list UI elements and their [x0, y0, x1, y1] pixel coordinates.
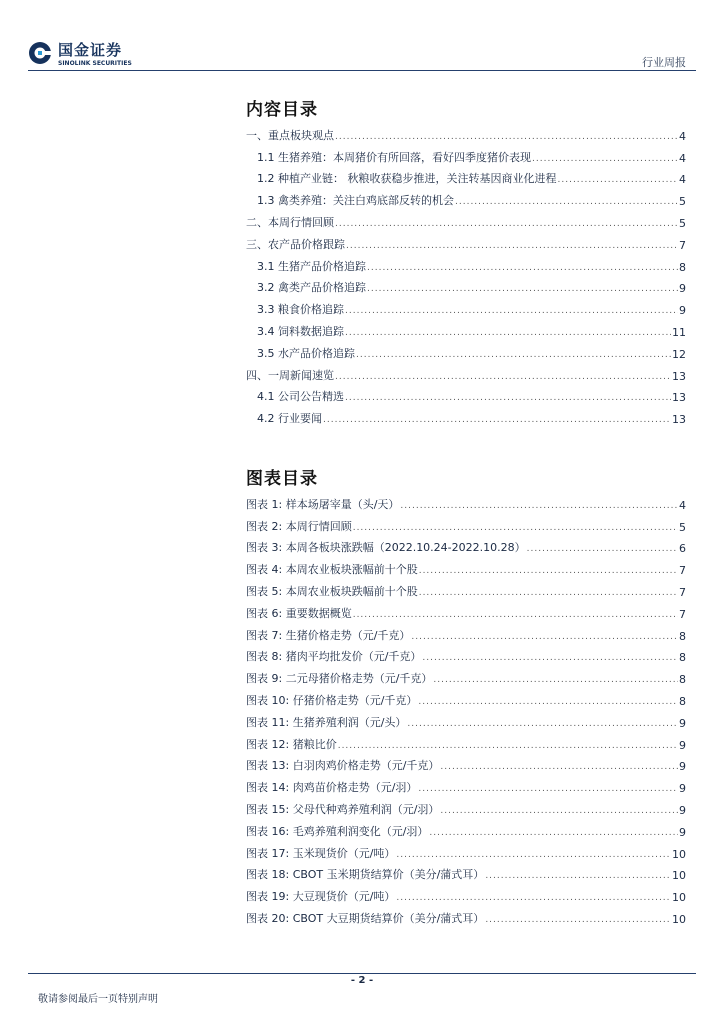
dot-leader	[396, 892, 671, 904]
dot-leader	[323, 414, 671, 426]
figure-entry-text: 图表 6: 重要数据概览	[246, 606, 352, 620]
figure-entry-page: 10	[672, 847, 686, 861]
figure-entry-page: 7	[679, 585, 686, 599]
dot-leader	[407, 718, 678, 730]
contents-entry-page: 13	[672, 413, 686, 427]
dot-leader	[418, 696, 678, 708]
figure-entry-text: 图表 8: 猪肉平均批发价（元/千克）	[246, 650, 422, 664]
figure-entry-page: 9	[679, 825, 686, 839]
contents-entry[interactable]	[246, 186, 686, 208]
dot-leader	[532, 153, 678, 165]
figure-entry-page: 5	[679, 520, 686, 534]
contents-entry[interactable]	[246, 165, 686, 187]
dot-leader	[346, 240, 678, 252]
contents-entry-page: 4	[679, 129, 686, 143]
figure-entry-page: 9	[679, 760, 686, 774]
dot-leader	[335, 218, 678, 230]
dot-leader	[400, 500, 678, 512]
contents-entry-text: 1.2 种植产业链： 秋粮收获稳步推进，关注转基因商业化进程	[257, 172, 557, 186]
disclaimer-note: 敬请参阅最后一页特别声明	[38, 994, 158, 1005]
figure-entry-page: 8	[679, 651, 686, 665]
figure-entry-page: 9	[679, 738, 686, 752]
contents-entry[interactable]	[246, 274, 686, 296]
dot-leader	[440, 761, 678, 773]
contents-entry-page: 9	[679, 282, 686, 296]
contents-entry-page: 9	[679, 304, 686, 318]
figure-entry-text: 图表 16: 毛鸡养殖利润变化（元/羽）	[246, 824, 429, 838]
figure-entry-text: 图表 3: 本周各板块涨跌幅（2022.10.24-2022.10.28）	[246, 541, 526, 555]
figure-entry-page: 8	[679, 694, 686, 708]
contents-list	[246, 121, 686, 426]
figure-entry-page: 7	[679, 607, 686, 621]
figure-entry-page: 10	[672, 869, 686, 883]
figure-entry-page: 10	[672, 912, 686, 926]
figure-entry[interactable]	[246, 730, 686, 752]
dot-leader	[455, 196, 678, 208]
dot-leader	[440, 805, 678, 817]
contents-entry[interactable]	[246, 208, 686, 230]
contents-entry[interactable]	[246, 230, 686, 252]
figure-entry-text: 图表 11: 生猪养殖利润（元/头）	[246, 715, 407, 729]
figure-entry-text: 图表 9: 二元母猪价格走势（元/千克）	[246, 672, 433, 686]
dot-leader	[335, 371, 671, 383]
contents-entry-text: 3.4 饲料数据追踪	[257, 324, 344, 338]
company-logo	[28, 41, 138, 69]
dot-leader	[411, 631, 678, 643]
contents-entry-text: 一、重点板块观点	[246, 128, 334, 142]
figure-entry-page: 6	[679, 542, 686, 556]
contents-entry[interactable]	[246, 295, 686, 317]
figure-entry[interactable]	[246, 577, 686, 599]
figure-entry[interactable]	[246, 861, 686, 883]
figure-entry-text: 图表 12: 猪粮比价	[246, 737, 337, 751]
figure-entry-text: 图表 18: CBOT 玉米期货结算价（美分/蒲式耳）	[246, 868, 485, 882]
contents-entry-page: 5	[679, 216, 686, 230]
figure-entry[interactable]	[246, 882, 686, 904]
contents-entry-page: 4	[679, 151, 686, 165]
dot-leader	[367, 283, 678, 295]
figure-entry-text: 图表 4: 本周农业板块涨幅前十个股	[246, 563, 418, 577]
contents-entry[interactable]	[246, 317, 686, 339]
figures-title: 图表目录	[246, 469, 318, 489]
figure-entry[interactable]	[246, 643, 686, 665]
figure-entry-text: 图表 5: 本周农业板块跌幅前十个股	[246, 584, 418, 598]
figure-entry[interactable]	[246, 904, 686, 926]
dot-leader	[338, 740, 678, 752]
dot-leader	[353, 609, 678, 621]
figure-entry[interactable]	[246, 773, 686, 795]
dot-leader	[345, 305, 678, 317]
logo-mark-icon	[28, 41, 52, 65]
footer-divider	[28, 973, 696, 974]
contents-entry-text: 二、本周行情回顾	[246, 215, 334, 229]
logo-chinese-name: 国金证券	[58, 41, 123, 59]
figure-entry[interactable]	[246, 599, 686, 621]
figure-entry-page: 9	[679, 803, 686, 817]
figure-entry-text: 图表 15: 父母代种鸡养殖利润（元/羽）	[246, 802, 440, 816]
figure-entry[interactable]	[246, 512, 686, 534]
figure-entry-text: 图表 7: 生猪价格走势（元/千克）	[246, 628, 411, 642]
figure-entry-text: 图表 10: 仔猪价格走势（元/千克）	[246, 693, 418, 707]
contents-entry-page: 13	[672, 391, 686, 405]
dot-leader	[353, 522, 678, 534]
dot-leader	[485, 870, 671, 882]
contents-entry-text: 1.1 生猪养殖：本周猪价有所回落，看好四季度猪价表现	[257, 150, 531, 164]
figure-entry-page: 8	[679, 629, 686, 643]
contents-entry[interactable]	[246, 404, 686, 426]
contents-entry[interactable]	[246, 121, 686, 143]
contents-entry[interactable]	[246, 361, 686, 383]
figure-entry-text: 图表 20: CBOT 大豆期货结算价（美分/蒲式耳）	[246, 911, 485, 925]
figure-entry-page: 9	[679, 782, 686, 796]
figure-entry-text: 图表 14: 肉鸡苗价格走势（元/羽）	[246, 781, 418, 795]
figure-entry[interactable]	[246, 664, 686, 686]
contents-entry-page: 11	[672, 325, 686, 339]
dot-leader	[433, 674, 678, 686]
figure-entry-page: 7	[679, 564, 686, 578]
figure-entry-page: 9	[679, 716, 686, 730]
contents-entry-page: 5	[679, 195, 686, 209]
figure-entry-text: 图表 19: 大豆现货价（元/吨）	[246, 890, 396, 904]
header-divider	[28, 70, 696, 71]
contents-entry[interactable]	[246, 339, 686, 361]
figure-entry-text: 图表 17: 玉米现货价（元/吨）	[246, 846, 396, 860]
figure-entry[interactable]	[246, 839, 686, 861]
contents-entry-page: 7	[679, 238, 686, 252]
contents-entry[interactable]	[246, 383, 686, 405]
figure-entry-page: 10	[672, 891, 686, 905]
figure-entry-text: 图表 13: 白羽肉鸡价格走势（元/千克）	[246, 759, 440, 773]
dot-leader	[335, 131, 678, 143]
dot-leader	[345, 327, 671, 339]
page-number: - 2 -	[350, 975, 374, 986]
dot-leader	[429, 827, 678, 839]
contents-entry-text: 三、农产品价格跟踪	[246, 237, 345, 251]
contents-entry-text: 4.1 公司公告精选	[257, 390, 344, 404]
dot-leader	[527, 543, 678, 555]
figure-entry[interactable]	[246, 686, 686, 708]
figures-list	[246, 490, 686, 926]
contents-entry-text: 3.2 禽类产品价格追踪	[257, 281, 366, 295]
figure-entry[interactable]	[246, 795, 686, 817]
contents-entry-page: 12	[672, 347, 686, 361]
figure-entry-text: 图表 1: 样本场屠宰量（头/天）	[246, 497, 400, 511]
contents-entry-text: 3.1 生猪产品价格追踪	[257, 259, 366, 273]
contents-entry-text: 3.3 粮食价格追踪	[257, 303, 344, 317]
dot-leader	[419, 565, 678, 577]
figure-entry[interactable]	[246, 534, 686, 556]
figure-entry[interactable]	[246, 490, 686, 512]
dot-leader	[422, 652, 678, 664]
dot-leader	[485, 914, 671, 926]
contents-entry-page: 4	[679, 173, 686, 187]
dot-leader	[418, 783, 678, 795]
dot-leader	[345, 392, 671, 404]
figure-entry[interactable]	[246, 817, 686, 839]
report-type: 行业周报	[642, 56, 686, 69]
logo-english-name: SINOLINK SECURITIES	[58, 60, 132, 67]
contents-entry-page: 13	[672, 369, 686, 383]
figure-entry[interactable]	[246, 621, 686, 643]
figure-entry[interactable]	[246, 555, 686, 577]
figure-entry-page: 4	[679, 498, 686, 512]
contents-entry[interactable]	[246, 143, 686, 165]
figure-entry[interactable]	[246, 752, 686, 774]
contents-entry-text: 4.2 行业要闻	[257, 412, 322, 426]
contents-entry-page: 8	[679, 260, 686, 274]
figure-entry[interactable]	[246, 708, 686, 730]
figure-entry-page: 8	[679, 673, 686, 687]
contents-title: 内容目录	[246, 100, 318, 120]
dot-leader	[367, 262, 678, 274]
dot-leader	[419, 587, 678, 599]
dot-leader	[396, 849, 671, 861]
contents-entry-text: 四、一周新闻速览	[246, 368, 334, 382]
dot-leader	[558, 174, 679, 186]
contents-entry[interactable]	[246, 252, 686, 274]
figure-entry-text: 图表 2: 本周行情回顾	[246, 519, 352, 533]
contents-entry-text: 1.3 禽类养殖：关注白鸡底部反转的机会	[257, 194, 454, 208]
dot-leader	[356, 349, 671, 361]
contents-entry-text: 3.5 水产品价格追踪	[257, 346, 355, 360]
